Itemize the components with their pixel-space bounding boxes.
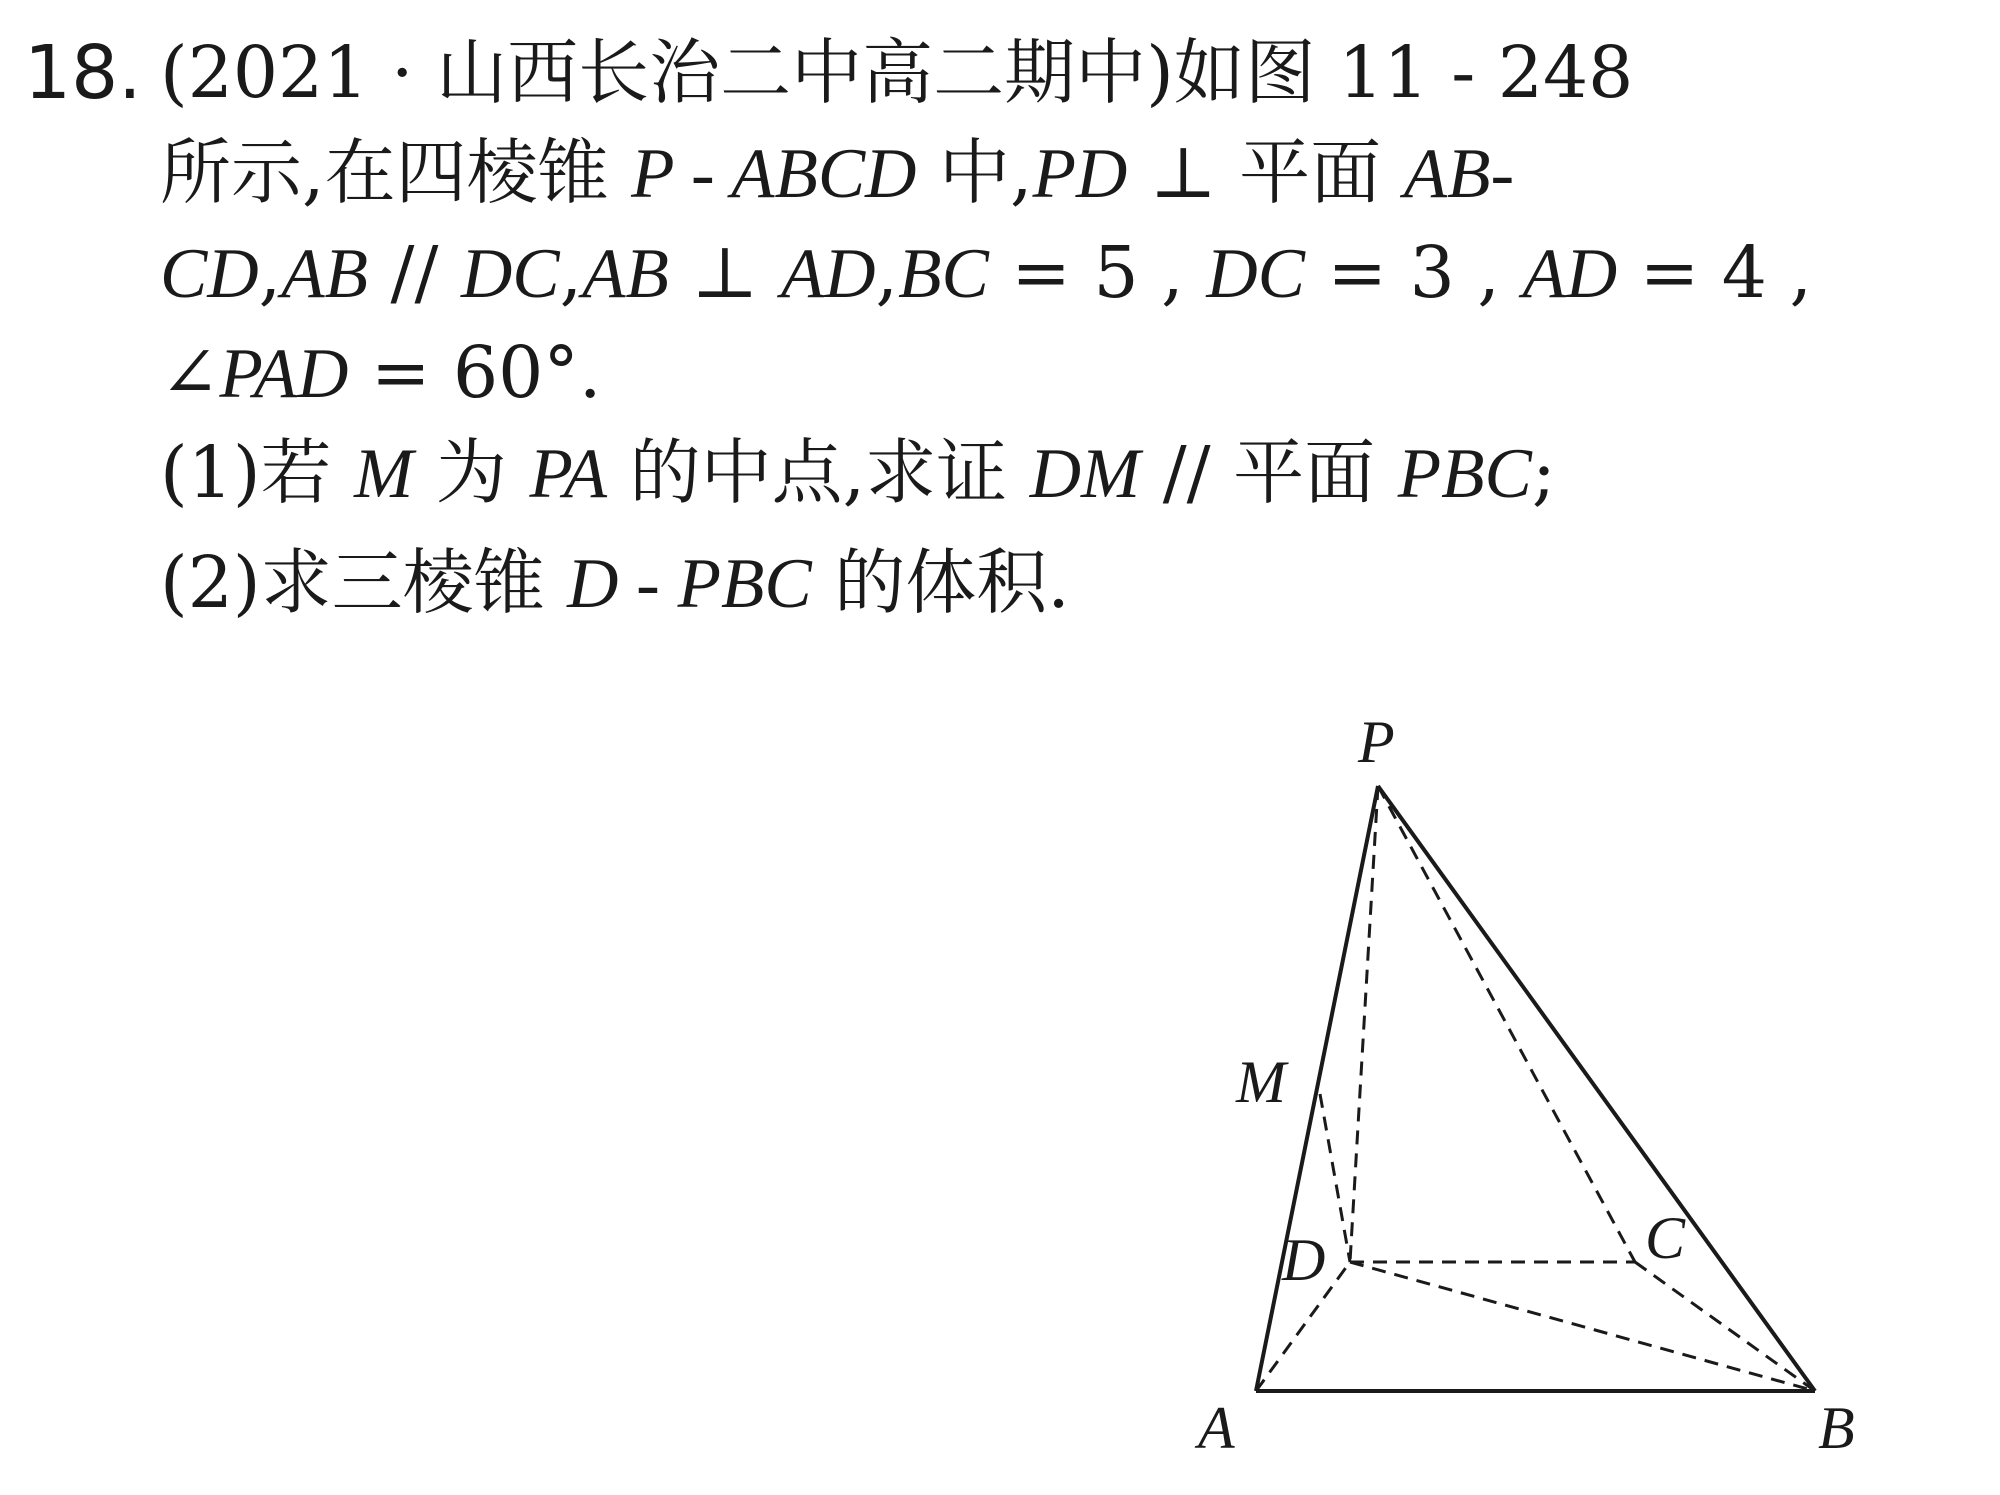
text: = 4 ,: [1617, 231, 1813, 314]
text: ;: [1531, 431, 1556, 514]
label-P: P: [1358, 709, 1395, 775]
edge-DB: [1350, 1262, 1815, 1391]
math: DC: [460, 235, 560, 313]
text: // 平面: [1140, 431, 1398, 514]
math: DM: [1029, 435, 1141, 513]
text: 的中点,求证: [607, 431, 1030, 514]
figure-reference: 如图 11 - 248: [1173, 31, 1634, 114]
text: ⊥: [668, 231, 781, 314]
math: AB: [582, 235, 669, 313]
text: ,: [559, 231, 583, 314]
edge-CB: [1635, 1262, 1815, 1391]
text: 的体积.: [811, 541, 1070, 624]
math: PA: [529, 435, 608, 513]
math: D - PBC: [567, 545, 812, 623]
text: ⊥ 平面: [1127, 131, 1404, 214]
label-M: M: [1236, 1049, 1286, 1115]
label-C: C: [1645, 1205, 1686, 1271]
math: AD: [780, 235, 876, 313]
math: BC: [898, 235, 989, 313]
text: ,: [258, 231, 282, 314]
text: = 60°.: [348, 331, 602, 414]
text: ,: [875, 231, 899, 314]
math: PAD: [219, 335, 349, 413]
label-A: A: [1198, 1395, 1235, 1461]
math: P - ABCD: [631, 135, 917, 213]
angle-symbol: ∠: [160, 331, 220, 414]
math: AB: [281, 235, 368, 313]
math: PBC: [1397, 435, 1532, 513]
text: = 3 ,: [1304, 231, 1523, 314]
math: PD: [1032, 135, 1128, 213]
text: 中,: [916, 131, 1033, 214]
text: //: [367, 231, 461, 314]
math: AD: [1522, 235, 1618, 313]
label-B: B: [1818, 1395, 1855, 1461]
math: M: [354, 435, 414, 513]
math: AB-: [1403, 135, 1515, 213]
problem-number: 18.: [24, 30, 142, 116]
edge-PB: [1378, 786, 1815, 1391]
edge-PC: [1378, 786, 1635, 1262]
text: (2)求三棱锥: [160, 541, 568, 624]
text: (1)若: [160, 431, 355, 514]
math: DC: [1206, 235, 1305, 313]
text: 所示,在四棱锥: [160, 131, 632, 214]
math: CD: [160, 235, 259, 313]
label-D: D: [1282, 1227, 1326, 1293]
text: = 5 ,: [988, 231, 1207, 314]
text: 为: [413, 431, 530, 514]
problem-source: (2021 · 山西长治二中高二期中): [160, 31, 1174, 114]
